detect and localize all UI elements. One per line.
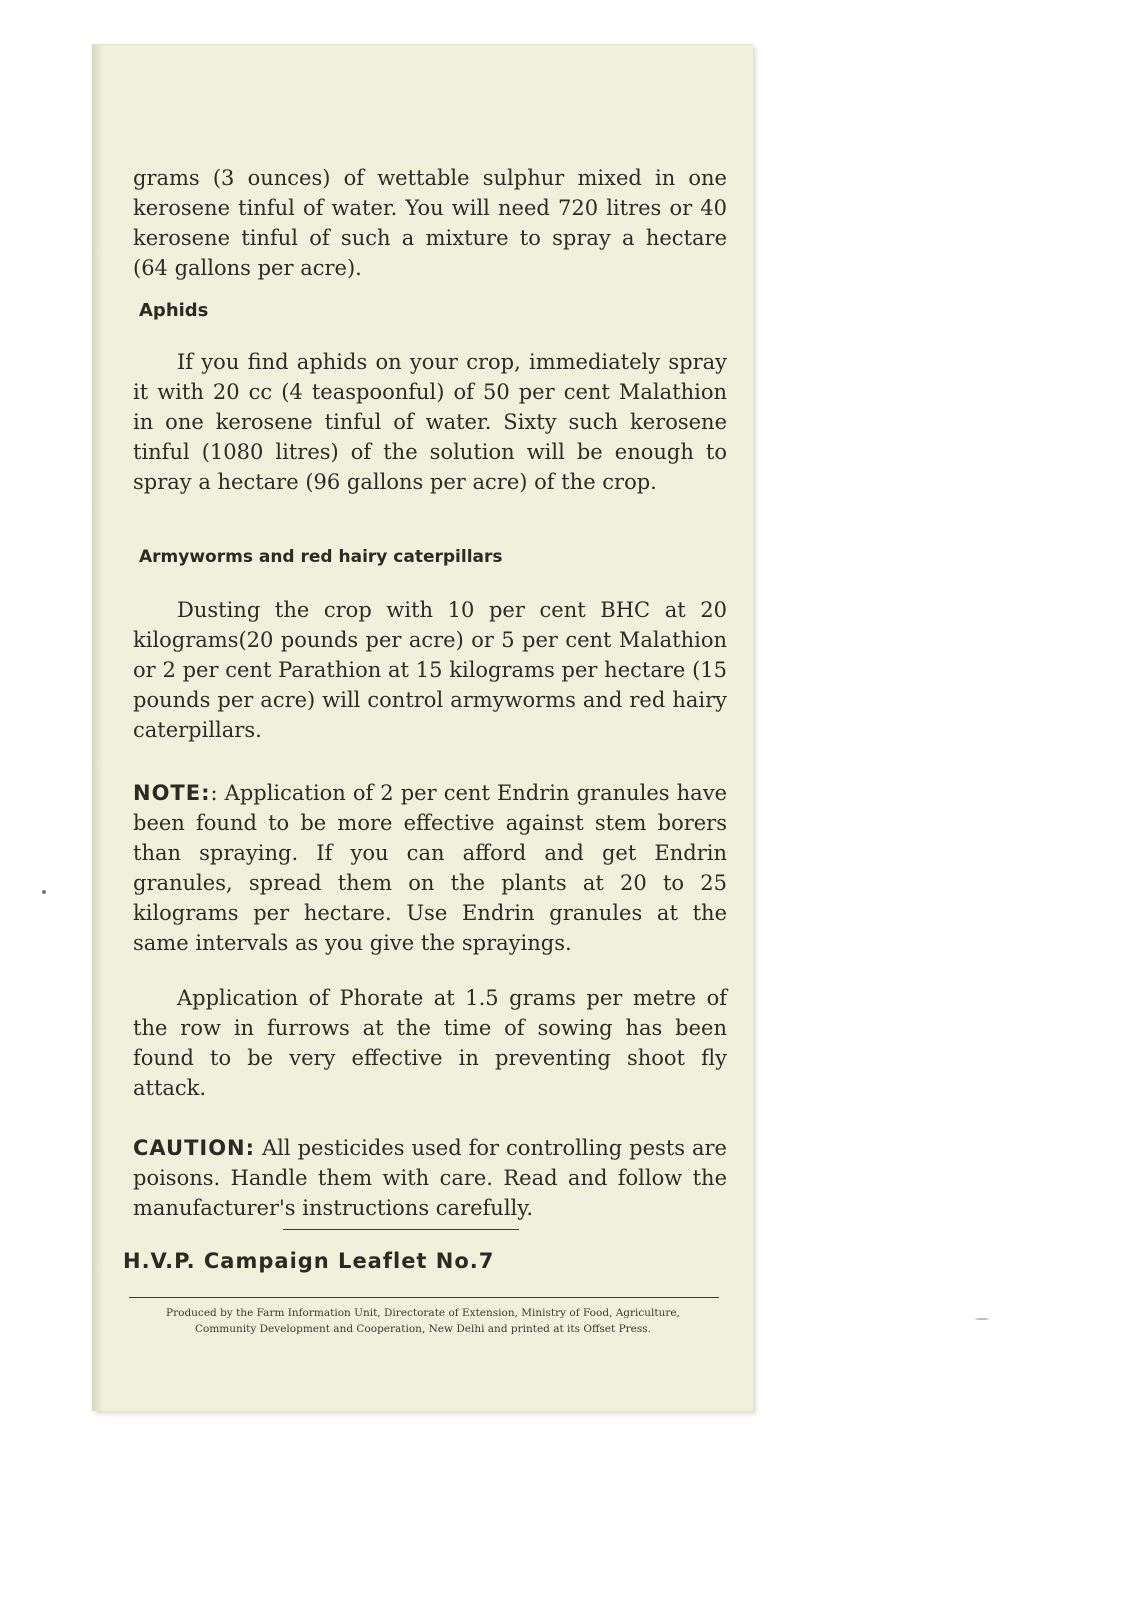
caution-label: CAUTION: bbox=[133, 1136, 256, 1160]
credit-line-2: Community Development and Cooperation, New Delhi and printed at its Offset Press. bbox=[195, 1323, 651, 1335]
note-label: NOTE: bbox=[133, 781, 211, 805]
note-text: : Application of 2 per cent Endrin granules have been found to be more effective against stem borers than spraying. If you can afford and get Endrin granules, spread them on the plants at 20 to 25 kilograms per hectare. Use Endrin granules at the same intervals as you give the sprayings. bbox=[133, 781, 727, 955]
note-paragraph bbox=[133, 778, 727, 958]
heading-aphids: Aphids bbox=[139, 300, 209, 321]
paper-speck bbox=[975, 1318, 989, 1320]
paragraph-armyworms: Dusting the crop with 10 per cent BHC at 20 kilograms(20 pounds per acre) or 5 per cent Malathion or 2 per cent Parathion at 15 kilograms per hectare (15 pounds per acre) will control armyworms and red hairy caterpillars. bbox=[133, 598, 727, 742]
paragraph-aphids: If you find aphids on your crop, immediately spray it with 20 cc (4 teaspoonful) of 50 per cent Malathion in one kerosene tinful of water. Sixty such kerosene tinful (1080 litres) of the solution will be enough to spray a hectare (96 gallons per acre) of the crop. bbox=[133, 350, 727, 494]
caution-paragraph bbox=[133, 1133, 727, 1223]
campaign-title: H.V.P. Campaign Leaflet No.7 bbox=[123, 1249, 495, 1273]
credit-block bbox=[123, 1305, 723, 1337]
paragraph-sulphur: grams (3 ounces) of wettable sulphur mixed in one kerosene tinful of water. You will need 720 litres or 40 kerosene tinful of such a mixture to spray a hectare (64 gallons per acre). bbox=[133, 166, 727, 280]
heading-armyworms: Armyworms and red hairy caterpillars bbox=[139, 547, 503, 567]
paper-speck bbox=[42, 890, 46, 894]
leaflet-page bbox=[92, 44, 753, 1411]
short-divider bbox=[283, 1229, 519, 1230]
caution-text: All pesticides used for controlling pests are poisons. Handle them with care. Read and follow the manufacturer's instructions carefully. bbox=[133, 1136, 727, 1220]
footer-divider bbox=[129, 1297, 719, 1298]
paragraph-phorate: Application of Phorate at 1.5 grams per metre of the row in furrows at the time of sowing has been found to be very effective in preventing shoot fly attack. bbox=[133, 986, 727, 1100]
credit-line-1: Produced by the Farm Information Unit, Directorate of Extension, Ministry of Food, Agriculture, bbox=[166, 1307, 680, 1319]
